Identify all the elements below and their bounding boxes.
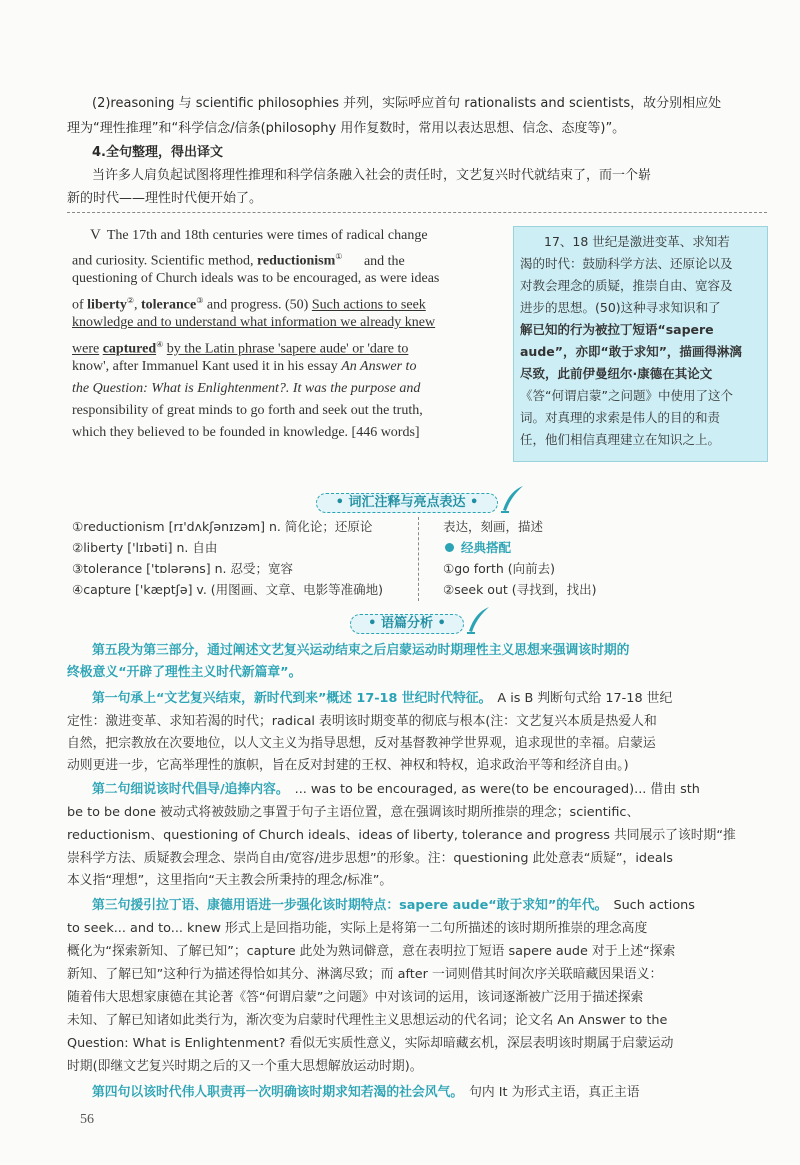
translation-row: 渴的时代：鼓励科学方法、还原论以及 — [520, 256, 733, 271]
analysis-text: 随着伟大思想家康德在其论著《答“何谓启蒙”之问题》中对该词的运用，该词逐渐被广泛用于描述探索 — [67, 990, 644, 1005]
analysis-line — [92, 1082, 800, 1104]
analysis-text: 崇科学方法、质疑教会理念、崇尚自由/宽容/进步思想”的形象。注：questioning 此处意表“质疑”，ideals — [67, 851, 673, 866]
paragraph-marker: V — [90, 227, 101, 243]
analysis-text: 句内 It 为形式主语，真正主语 — [469, 1085, 640, 1100]
analysis-pill-label: • 语篇分析 • — [368, 616, 446, 631]
vocab-item-1: ①reductionism [rɪ'dʌkʃənɪzəm] n. 简化论；还原论 — [72, 519, 373, 534]
passage-underlined: Such actions to seek — [311, 297, 426, 312]
passage-text: The 17th and 18th centuries were times of radical change — [106, 228, 428, 243]
analysis-line — [67, 1056, 787, 1078]
passage-text: of — [72, 297, 84, 312]
intro-line-2: 理为“理性推理”和“科学信念/信条(philosophy 用作复数时，常用以表达思想、信念、态度等)”。 — [67, 121, 626, 136]
translation-row: aude”，亦即“敢于求知”，描画得淋漓 — [520, 344, 742, 359]
analysis-text: 自然，把宗教放在次要地位，以人文主义为指导思想，反对基督教神学世界观，追求现世的幸福。启蒙运 — [67, 736, 656, 751]
passage-row-6: were captured④ by the Latin phrase 'sapere aude' or 'dare to — [72, 340, 409, 356]
essay-title: An Answer to — [341, 359, 417, 374]
analysis-line — [67, 711, 787, 733]
passage-text: questioning of Church ideals was to be encouraged, as were ideas — [72, 271, 440, 286]
passage-text: were — [72, 341, 100, 356]
analysis-highlight: 第五段为第三部分，通过阐述文艺复兴运动结束之后启蒙运动时期理性主义思想来强调该时期的 — [92, 643, 630, 658]
collocation-item-1: ①go forth (向前去) — [443, 561, 555, 576]
page-number: 56 — [80, 1112, 94, 1127]
analysis-text: 新知、了解已知”这种行为描述得恰如其分、淋漓尽致；而 after 一词则借其时间次序关联暗藏因果语义： — [67, 967, 663, 982]
analysis-line — [92, 640, 800, 662]
translation-box — [513, 226, 768, 462]
analysis-line — [67, 1033, 787, 1055]
analysis-text: reductionism、questioning of Church ideals、ideas of liberty, tolerance and progress 共同展示了该时期“推 — [67, 828, 736, 843]
analysis-text: 概化为“探索新知、了解已知”；capture 此处为熟词僻意，意在表明拉丁短语 sapere aude 对于上述“探索 — [67, 944, 676, 959]
translation-row: 进步的思想。(50)这种寻求知识和了 — [520, 300, 721, 315]
analysis-highlight: 第一句承上“文艺复兴结束，新时代到来”概述 17-18 世纪时代特征。 — [92, 691, 492, 706]
vocab-pill-label: • 词汇注释与亮点表达 • — [335, 495, 479, 510]
passage-row-2: and curiosity. Scientific method, reductionism① and the — [72, 252, 405, 268]
analysis-line — [67, 987, 787, 1009]
analysis-highlight: 第二句细说该时代倡导/追捧内容。 — [92, 782, 289, 797]
analysis-text: A is B 判断句式给 17-18 世纪 — [497, 691, 673, 706]
analysis-highlight: 第三句援引拉丁语、康德用语进一步强化该时期特点：sapere aude“敢于求知”的年代。 — [92, 898, 608, 913]
passage-row-1 — [72, 224, 504, 246]
passage-row-7 — [72, 356, 504, 378]
analysis-text: 定性：激进变革、求知若渴的时代；radical 表明该时期变革的彻底与根本(注：文艺复兴本质是热爱人和 — [67, 714, 657, 729]
analysis-text: 动则更进一步，它高举理性的旗帜，旨在反对封建的王权、神权和特权，追求政治平等和经济自由。) — [67, 758, 629, 773]
passage-text: which they believed to be founded in knowledge. [446 words] — [72, 425, 420, 440]
translation-row: 任，他们相信真理建立在知识之上。 — [520, 432, 721, 447]
brace-divider — [418, 517, 429, 601]
collocation-item-2: ②seek out (寻找到，找出) — [443, 582, 597, 597]
passage-text: and curiosity. Scientific method, — [72, 253, 254, 268]
keyword-tolerance: tolerance — [141, 297, 197, 312]
translation-row: 对教会理念的质疑，推崇自由、宽容及 — [520, 278, 733, 293]
passage-text: and progress. (50) — [206, 297, 309, 312]
vocab-item-2: ②liberty ['lɪbəti] n. 自由 — [72, 540, 218, 555]
keyword-captured: captured — [102, 341, 157, 356]
analysis-line — [67, 733, 787, 755]
passage — [72, 224, 504, 444]
collocation-bullet-icon — [445, 543, 454, 552]
quill-pen-icon — [499, 484, 525, 514]
translation-row: 17、18 世纪是激进变革、求知若 — [544, 234, 730, 249]
analysis-line — [67, 870, 787, 892]
analysis-text: to seek... and to... knew 形式上是回指功能，实际上是将第一二句所描述的该时期所推崇的理念高度 — [67, 921, 648, 936]
collocation-title: 经典搭配 — [461, 540, 512, 555]
translation-row: 《答“何谓启蒙”之问题》中使用了这个 — [520, 388, 733, 403]
passage-text: responsibility of great minds to go forth and seek out the truth, — [72, 403, 423, 418]
analysis-line — [67, 918, 787, 940]
translation-row: 词。对真理的求索是伟人的目的和责 — [520, 410, 721, 425]
keyword-liberty: liberty — [87, 297, 127, 312]
analysis-line — [67, 662, 787, 684]
passage-row-5 — [72, 312, 504, 334]
vocab-section-pill — [316, 493, 498, 513]
analysis-line — [67, 964, 787, 986]
analysis-text: 本义指“理想”，这里指向“天主教会所秉持的理念/标准”。 — [67, 873, 393, 888]
analysis-highlight: 第四句以该时代伟人职责再一次明确该时期求知若渴的社会风气。 — [92, 1085, 464, 1100]
analysis-line — [92, 779, 800, 801]
analysis-line — [92, 688, 800, 710]
translation-row: 尽致，此前伊曼纽尔·康德在其论文 — [520, 366, 713, 381]
translation-line-2: 新的时代——理性时代便开始了。 — [67, 191, 263, 206]
analysis-text: Such actions — [613, 898, 695, 913]
keyword-reductionism: reductionism — [256, 253, 336, 268]
analysis-text: be to be done 被动式将被鼓励之事置于句子主语位置，意在强调该时期所推崇的理念；scientific、 — [67, 805, 640, 820]
analysis-line — [67, 802, 787, 824]
analysis-text: ... was to be encouraged, as were(to be encouraged)... 借由 sth — [294, 782, 700, 797]
passage-text: knowledge and to understand what information we already knew — [72, 315, 436, 330]
translation-row: 解已知的行为被拉丁短语“sapere — [520, 322, 714, 337]
analysis-line — [67, 1010, 787, 1032]
passage-text: by the Latin phrase 'sapere aude' or 'dare to — [166, 341, 409, 356]
passage-row-4: of liberty②, tolerance③ and progress. (50) Such actions to seek — [72, 296, 426, 312]
intro-line-1: (2)reasoning 与 scientific philosophies 并列，实际呼应首句 rationalists and scientists，故分别相应处 — [92, 96, 722, 111]
vocab-continuation: 表达，刻画，描述 — [443, 519, 544, 534]
vocab-item-4: ④capture ['kæptʃə] v. (用图画、文章、电影等准确地) — [72, 582, 384, 597]
analysis-line — [67, 941, 787, 963]
analysis-text: 时期(即继文艺复兴时期之后的又一个重大思想解放运动时期)。 — [67, 1059, 423, 1074]
passage-text: and the — [363, 253, 405, 268]
vocab-item-3: ③tolerance ['tɒlərəns] n. 忍受；宽容 — [72, 561, 293, 576]
divider — [67, 212, 767, 213]
quill-pen-icon — [465, 605, 491, 635]
passage-row-10 — [72, 422, 504, 444]
analysis-text: 未知、了解已知诸如此类行为，渐次变为启蒙时代理性主义思想运动的代名词；论文名 An Answer to the — [67, 1013, 668, 1028]
section-heading: 4.全句整理，得出译文 — [92, 145, 223, 160]
passage-row-9 — [72, 400, 504, 422]
analysis-line — [67, 755, 787, 777]
analysis-section-pill — [350, 614, 464, 634]
passage-row-8 — [72, 378, 504, 400]
passage-text: know', after Immanuel Kant used it in his essay — [72, 359, 338, 374]
passage-text: the Question: What is Enlightenment?. It was the purpose and — [72, 381, 421, 396]
analysis-line — [92, 895, 800, 917]
analysis-line — [67, 825, 787, 847]
passage-row-3 — [72, 268, 504, 290]
translation-line-1: 当许多人肩负起试图将理性推理和科学信条融入社会的责任时，文艺复兴时代就结束了，而一个崭 — [92, 168, 652, 183]
analysis-highlight: 终极意义“开辟了理性主义时代新篇章”。 — [67, 665, 302, 680]
analysis-text: Question: What is Enlightenment? 看似无实质性意义，实际却暗藏玄机，深层表明该时期属于启蒙运动 — [67, 1036, 674, 1051]
analysis-line — [67, 848, 787, 870]
